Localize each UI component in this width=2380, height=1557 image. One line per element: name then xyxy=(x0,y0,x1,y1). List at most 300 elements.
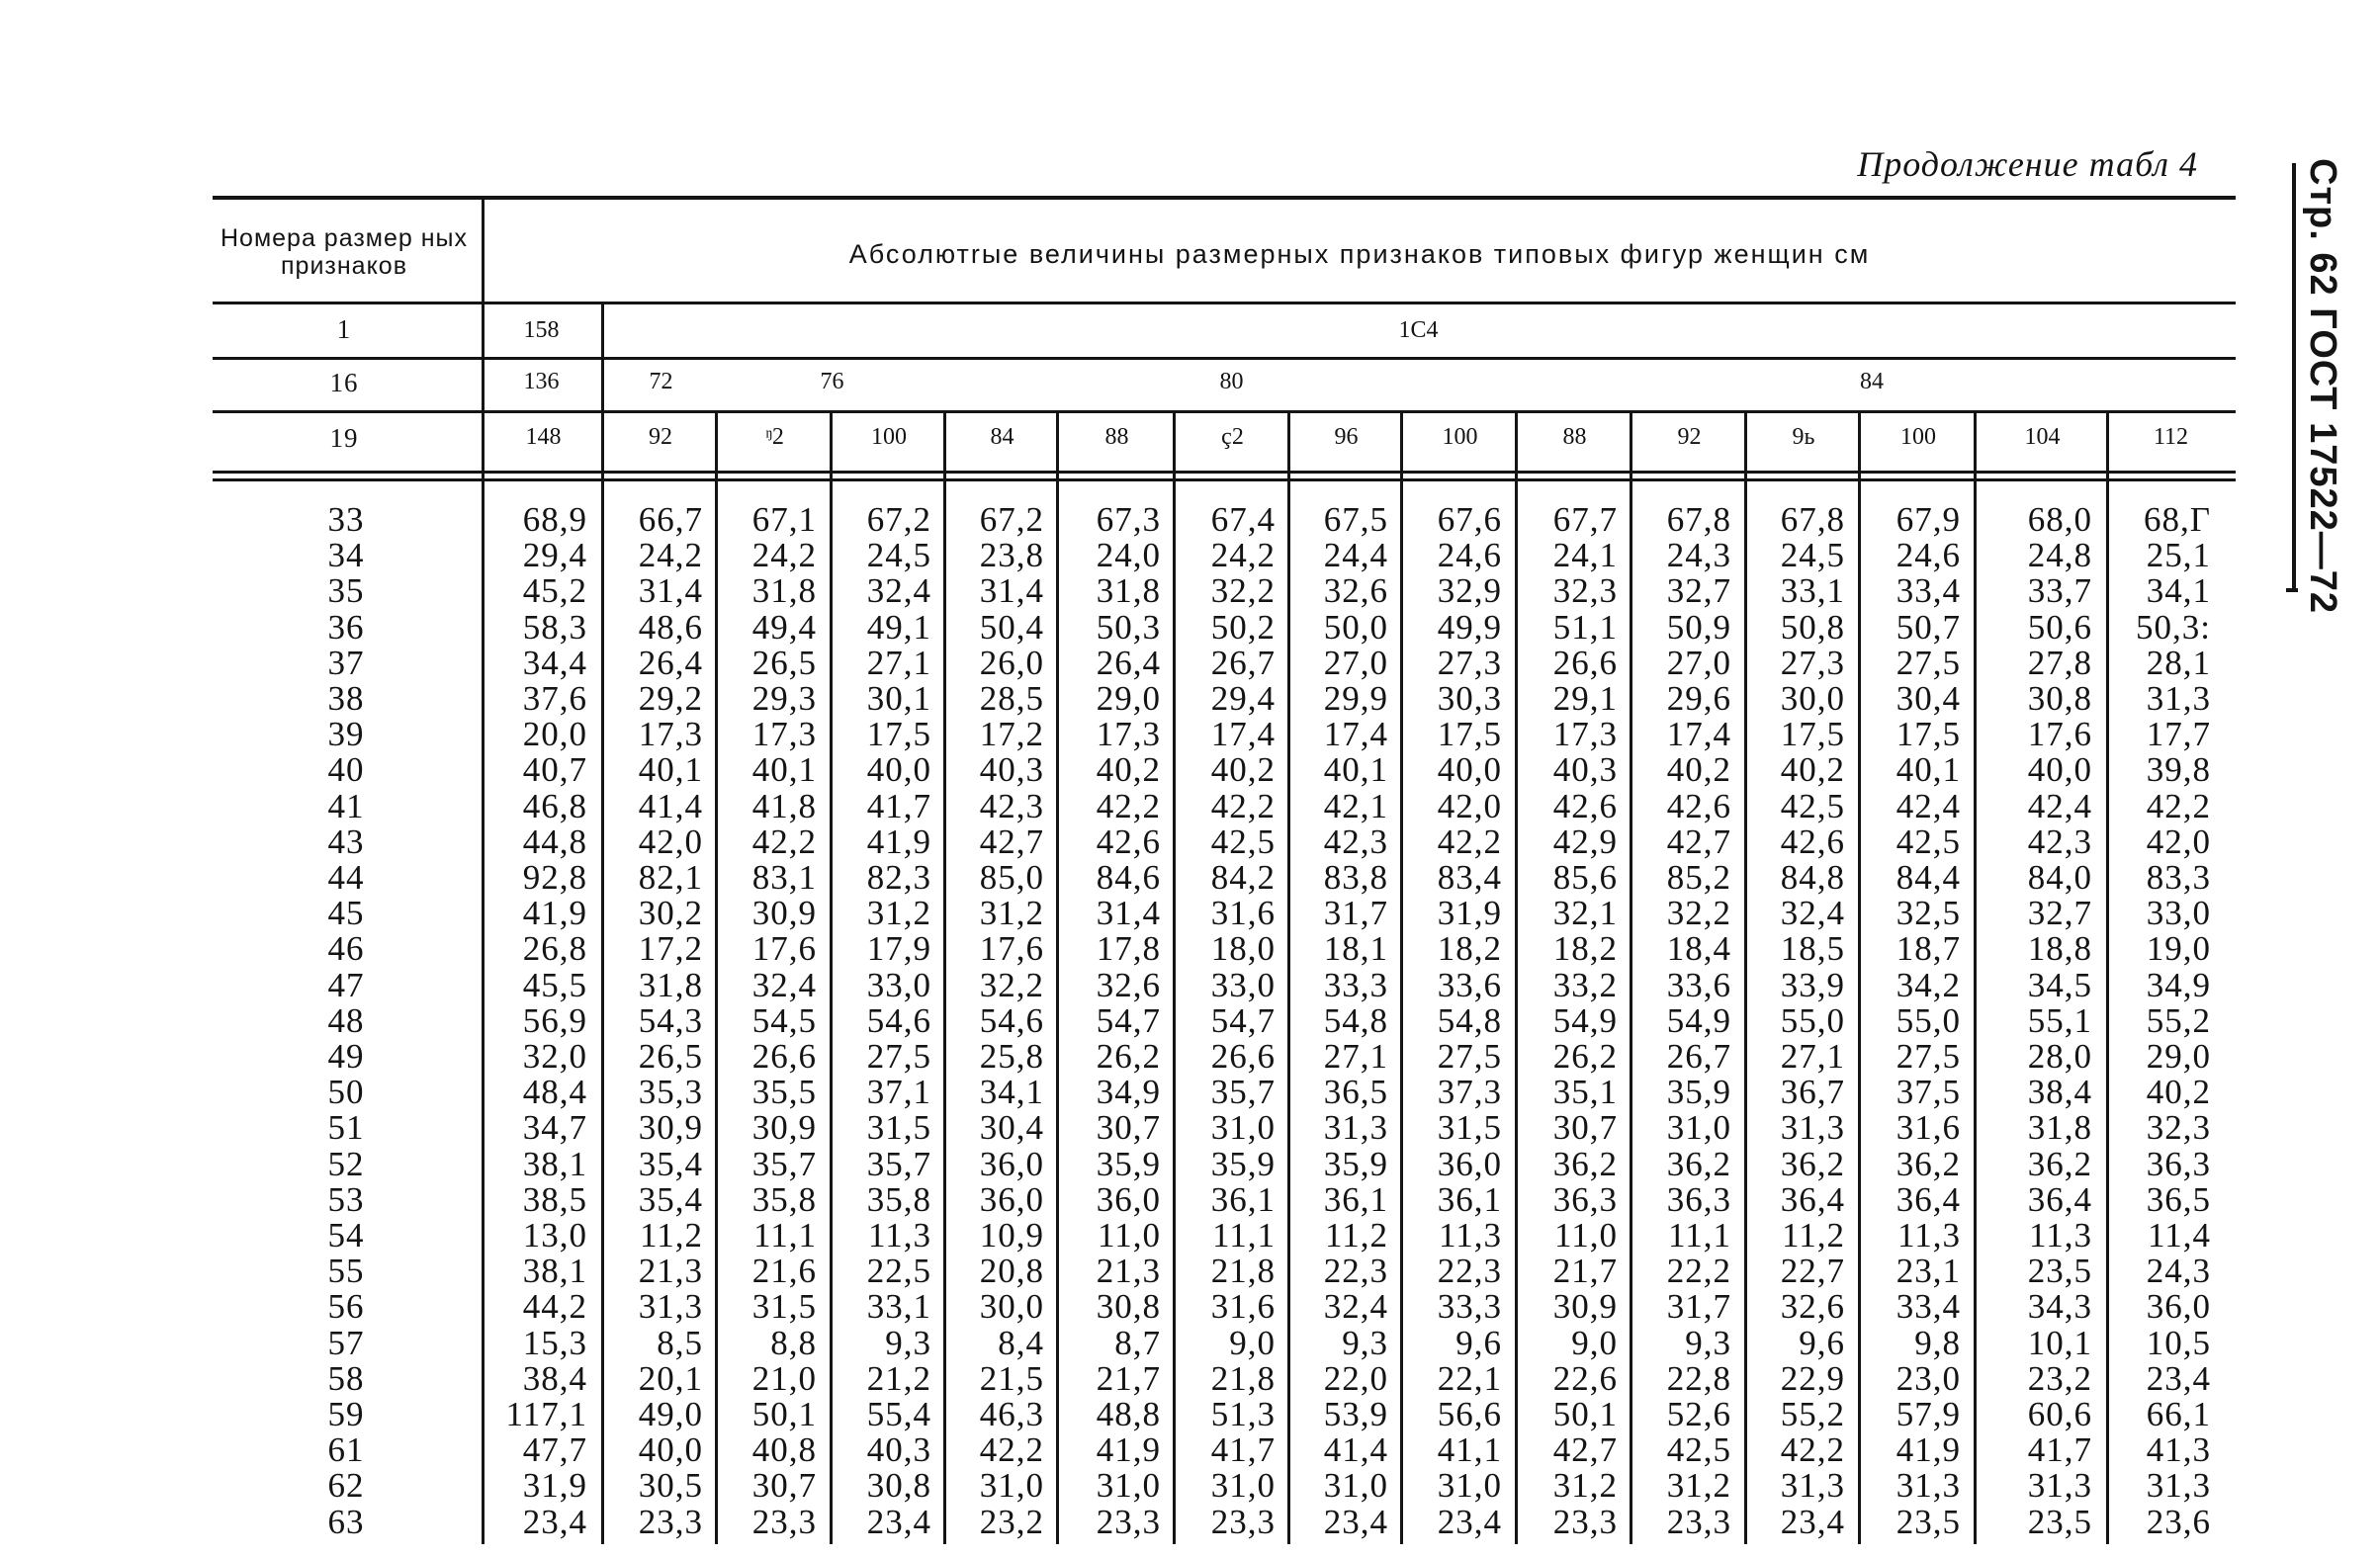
table-row xyxy=(0,1289,2274,1325)
table-cell: 83,1 xyxy=(751,858,817,897)
table-cell: 29,1 xyxy=(1552,679,1618,718)
table-cell: 32,4 xyxy=(866,571,931,611)
table-cell: 31,5 xyxy=(866,1108,931,1148)
table-row xyxy=(0,896,2274,931)
table-cell: 18,0 xyxy=(1210,929,1276,969)
table-cell: 27,5 xyxy=(1895,643,1961,682)
table-row xyxy=(0,573,2274,609)
table-cell: 30,5 xyxy=(638,1466,703,1506)
table-cell: 51,1 xyxy=(1552,607,1618,647)
table-cell: 30,7 xyxy=(751,1466,817,1506)
table-cell: 31,3 xyxy=(2027,1466,2092,1506)
table-cell: 42,2 xyxy=(1210,786,1276,825)
table-cell: 35,4 xyxy=(638,1179,703,1219)
table-cell: 32,2 xyxy=(979,965,1044,1004)
table-cell: 84,8 xyxy=(1780,858,1845,897)
table-cell: 50,3 xyxy=(1096,607,1161,647)
table-cell: 30,4 xyxy=(979,1108,1044,1148)
table-cell: 23,2 xyxy=(2027,1358,2092,1398)
table-cell: 50,6 xyxy=(2027,607,2092,647)
row-feature-number: 50 xyxy=(327,1073,365,1112)
row-feature-number: 54 xyxy=(327,1216,365,1254)
table-cell: 49,1 xyxy=(866,607,931,647)
table-cell: 42,5 xyxy=(1895,822,1961,861)
row1-value-158: 158 xyxy=(523,317,560,343)
table-row xyxy=(0,931,2274,967)
table-cell: 22,8 xyxy=(1666,1358,1731,1398)
table-cell: 36,3 xyxy=(2146,1144,2211,1183)
table-cell: 30,9 xyxy=(1552,1287,1618,1327)
table-cell: 11,1 xyxy=(1668,1216,1731,1254)
table-cell: 48,6 xyxy=(638,607,703,647)
table-row xyxy=(0,643,2274,682)
table-cell: 35,9 xyxy=(1666,1073,1731,1112)
table-cell: 82,3 xyxy=(866,858,931,897)
table-cell: 85,6 xyxy=(1552,858,1618,897)
table-cell: 50,4 xyxy=(979,607,1044,647)
table-cell: 23,3 xyxy=(1210,1502,1276,1541)
table-cell: 11,2 xyxy=(640,1216,703,1254)
table-cell: 31,3 xyxy=(2146,679,2211,718)
table-cell: 31,4 xyxy=(979,571,1044,611)
table-cell: 26,6 xyxy=(1210,1037,1276,1076)
table-cell: 48,8 xyxy=(1096,1395,1161,1433)
table-cell: 30,4 xyxy=(1895,679,1961,718)
table-cell: 27,3 xyxy=(1437,643,1502,682)
table-cell: 42,2 xyxy=(751,822,817,861)
table-cell: 26,5 xyxy=(751,643,817,682)
table-row xyxy=(0,824,2274,860)
table-cell: 31,6 xyxy=(1895,1108,1961,1148)
table-cell: 67,1 xyxy=(751,500,817,539)
table-cell: 23,4 xyxy=(866,1502,931,1541)
table-cell: 30,7 xyxy=(1096,1108,1161,1148)
row19-value: 92 xyxy=(1677,424,1702,450)
table-cell: 42,7 xyxy=(1552,1430,1618,1470)
table-cell: 8,8 xyxy=(770,1323,817,1362)
table-cell: 23,5 xyxy=(1895,1502,1961,1541)
table-cell: 24,5 xyxy=(1780,536,1845,575)
table-cell: 36,0 xyxy=(1096,1179,1161,1219)
table-cell: 30,9 xyxy=(751,894,817,933)
table-cell: 33,7 xyxy=(2027,571,2092,611)
table-cell: 40,2 xyxy=(1780,750,1845,790)
table-cell: 9,3 xyxy=(885,1323,931,1362)
table-cell: 40,8 xyxy=(751,1430,817,1470)
table-cell: 35,7 xyxy=(751,1144,817,1183)
table-cell: 31,0 xyxy=(1096,1466,1161,1506)
table-cell: 85,2 xyxy=(1666,858,1731,897)
table-cell: 24,1 xyxy=(1552,536,1618,575)
table-cell: 21,5 xyxy=(979,1358,1044,1398)
table-cell: 67,8 xyxy=(1666,500,1731,539)
table-cell: 11,2 xyxy=(1782,1216,1845,1254)
table-cell: 31,5 xyxy=(751,1287,817,1327)
table-cell: 54,7 xyxy=(1096,1000,1161,1040)
table-cell: 40,2 xyxy=(2146,1073,2211,1112)
row19-value: 100 xyxy=(1442,424,1478,450)
row-feature-number: 59 xyxy=(327,1395,365,1433)
table-cell: 33,1 xyxy=(1780,571,1845,611)
table-cell: 11,3 xyxy=(1897,1216,1961,1254)
table-cell: 17,6 xyxy=(979,929,1044,969)
table-cell: 29,2 xyxy=(638,679,703,718)
table-cell: 55,0 xyxy=(1780,1000,1845,1040)
table-cell: 28,5 xyxy=(979,679,1044,718)
table-cell: 117,1 xyxy=(505,1395,587,1433)
table-cell: 24,2 xyxy=(638,536,703,575)
table-cell: 31,0 xyxy=(1437,1466,1502,1506)
table-cell: 38,4 xyxy=(2027,1073,2092,1112)
table-cell: 38,1 xyxy=(522,1252,587,1291)
table-cell: 27,8 xyxy=(2027,643,2092,682)
table-cell: 42,6 xyxy=(1666,786,1731,825)
table-row xyxy=(0,607,2274,647)
table-cell: 24,6 xyxy=(1895,536,1961,575)
table-cell: 28,1 xyxy=(2146,643,2211,682)
table-cell: 11,0 xyxy=(1098,1216,1161,1254)
table-cell: 30,8 xyxy=(2027,679,2092,718)
table-cell: 22,2 xyxy=(1666,1252,1731,1291)
table-cell: 23,4 xyxy=(522,1502,587,1541)
table-cell: 30,0 xyxy=(1780,679,1845,718)
table-cell: 33,4 xyxy=(1895,1287,1961,1327)
table-cell: 17,5 xyxy=(1780,715,1845,754)
table-cell: 35,5 xyxy=(751,1073,817,1112)
table-cell: 9,0 xyxy=(1571,1323,1618,1362)
table-cell: 22,1 xyxy=(1437,1358,1502,1398)
table-cell: 42,6 xyxy=(1096,822,1161,861)
table-cell: 21,7 xyxy=(1096,1358,1161,1398)
table-cell: 26,6 xyxy=(751,1037,817,1076)
table-cell: 36,2 xyxy=(1666,1144,1731,1183)
table-cell: 11,3 xyxy=(1439,1216,1502,1254)
table-cell: 24,3 xyxy=(1666,536,1731,575)
table-cell: 17,4 xyxy=(1323,715,1388,754)
table-cell: 67,5 xyxy=(1323,500,1388,539)
table-cell: 35,4 xyxy=(638,1144,703,1183)
table-cell: 22,7 xyxy=(1780,1252,1845,1291)
table-cell: 32,4 xyxy=(1780,894,1845,933)
table-cell: 23,3 xyxy=(1666,1502,1731,1541)
row19-value: 96 xyxy=(1334,424,1359,450)
row-feature-number: 41 xyxy=(327,786,365,825)
row-feature-number: 33 xyxy=(327,500,365,539)
table-cell: 9,0 xyxy=(1229,1323,1276,1362)
table-row xyxy=(0,502,2274,538)
table-cell: 35,8 xyxy=(751,1179,817,1219)
table-cell: 21,8 xyxy=(1210,1252,1276,1291)
table-cell: 24,5 xyxy=(866,536,931,575)
table-cell: 27,5 xyxy=(1437,1037,1502,1076)
table-cell: 9,3 xyxy=(1685,1323,1731,1362)
table-cell: 18,8 xyxy=(2027,929,2092,969)
table-row xyxy=(0,538,2274,573)
table-cell: 15,3 xyxy=(522,1323,587,1362)
table-cell: 23,1 xyxy=(1895,1252,1961,1291)
table-cell: 41,7 xyxy=(1210,1430,1276,1470)
table-cell: 31,8 xyxy=(751,571,817,611)
table-cell: 35,3 xyxy=(638,1073,703,1112)
table-row xyxy=(0,752,2274,788)
table-row xyxy=(0,1218,2274,1254)
table-cell: 42,5 xyxy=(1210,822,1276,861)
table-cell: 36,4 xyxy=(2027,1179,2092,1219)
table-cell: 42,2 xyxy=(1780,1430,1845,1470)
row-feature-number: 48 xyxy=(327,1000,365,1040)
table-row xyxy=(0,717,2274,752)
table-cell: 21,0 xyxy=(751,1358,817,1398)
table-cell: 33,3 xyxy=(1323,965,1388,1004)
table-cell: 41,9 xyxy=(866,822,931,861)
table-cell: 84,4 xyxy=(1895,858,1961,897)
row19-value: 104 xyxy=(2024,424,2061,450)
table-cell: 29,6 xyxy=(1666,679,1731,718)
table-cell: 37,6 xyxy=(522,679,587,718)
table-cell: 50,1 xyxy=(751,1395,817,1433)
table-cell: 30,8 xyxy=(1096,1287,1161,1327)
table-cell: 41,4 xyxy=(638,786,703,825)
table-row xyxy=(0,1358,2274,1398)
table-cell: 46,8 xyxy=(522,786,587,825)
table-cell: 50,1 xyxy=(1552,1395,1618,1433)
table-cell: 24,4 xyxy=(1323,536,1388,575)
table-cell: 68,Г xyxy=(2144,500,2211,539)
table-cell: 33,0 xyxy=(866,965,931,1004)
table-cell: 40,1 xyxy=(1895,750,1961,790)
row1-label: 1 xyxy=(336,314,352,344)
table-cell: 40,3 xyxy=(1552,750,1618,790)
table-row xyxy=(0,1179,2274,1219)
table-cell: 41,7 xyxy=(866,786,931,825)
table-cell: 31,9 xyxy=(522,1466,587,1506)
side-page-label: Стр. 62 ГОСТ 17522—72 xyxy=(2302,158,2343,615)
table-cell: 36,0 xyxy=(1437,1144,1502,1183)
table-cell: 67,4 xyxy=(1210,500,1276,539)
row16-group-underline xyxy=(947,410,1524,413)
table-cell: 17,6 xyxy=(751,929,817,969)
table-cell: 47,7 xyxy=(522,1430,587,1470)
table-cell: 54,8 xyxy=(1323,1000,1388,1040)
table-cell: 92,8 xyxy=(522,858,587,897)
table-cell: 24,8 xyxy=(2027,536,2092,575)
table-cell: 42,0 xyxy=(2146,822,2211,861)
table-cell: 23,3 xyxy=(1096,1502,1161,1541)
table-cell: 31,4 xyxy=(1096,894,1161,933)
table-cell: 38,4 xyxy=(522,1358,587,1398)
table-cell: 26,0 xyxy=(979,643,1044,682)
table-cell: 30,7 xyxy=(1552,1108,1618,1148)
table-cell: 40,0 xyxy=(866,750,931,790)
table-row xyxy=(0,965,2274,1004)
table-cell: 41,9 xyxy=(522,894,587,933)
table-cell: 31,3 xyxy=(1895,1466,1961,1506)
table-cell: 40,3 xyxy=(979,750,1044,790)
table-cell: 26,2 xyxy=(1552,1037,1618,1076)
table-cell: 42,2 xyxy=(979,1430,1044,1470)
table-cell: 35,1 xyxy=(1552,1073,1618,1112)
table-row xyxy=(0,1039,2274,1075)
table-cell: 22,6 xyxy=(1552,1358,1618,1398)
table-cell: 41,7 xyxy=(2027,1430,2092,1470)
header-bottom-rule-a xyxy=(213,471,2236,474)
row-feature-number: 36 xyxy=(327,607,365,647)
table-row xyxy=(0,860,2274,896)
table-cell: 32,0 xyxy=(522,1037,587,1076)
table-cell: 17,3 xyxy=(751,715,817,754)
table-cell: 27,1 xyxy=(1780,1037,1845,1076)
table-cell: 22,9 xyxy=(1780,1358,1845,1398)
table-cell: 31,9 xyxy=(1437,894,1502,933)
table-cell: 67,9 xyxy=(1895,500,1961,539)
table-cell: 40,2 xyxy=(1096,750,1161,790)
table-cell: 54,9 xyxy=(1552,1000,1618,1040)
table-cell: 36,1 xyxy=(1210,1179,1276,1219)
row-feature-number: 49 xyxy=(327,1037,365,1076)
table-cell: 52,6 xyxy=(1666,1395,1731,1433)
table-cell: 8,5 xyxy=(657,1323,703,1362)
table-cell: 44,8 xyxy=(522,822,587,861)
table-cell: 17,2 xyxy=(638,929,703,969)
table-cell: 46,3 xyxy=(979,1395,1044,1433)
table-cell: 30,9 xyxy=(751,1108,817,1148)
row16-group-76: 76 xyxy=(820,369,844,394)
table-cell: 26,7 xyxy=(1666,1037,1731,1076)
row19-label: 19 xyxy=(329,423,359,453)
table-cell: 29,9 xyxy=(1323,679,1388,718)
table-cell: 45,2 xyxy=(522,571,587,611)
table-cell: 31,7 xyxy=(1323,894,1388,933)
table-cell: 36,5 xyxy=(2146,1179,2211,1219)
table-cell: 26,7 xyxy=(1210,643,1276,682)
table-row xyxy=(0,1323,2274,1362)
table-cell: 32,1 xyxy=(1552,894,1618,933)
row1-value-104: 1С4 xyxy=(1398,317,1439,343)
table-cell: 13,0 xyxy=(522,1216,587,1254)
table-cell: 11,2 xyxy=(1325,1216,1388,1254)
row-feature-number: 39 xyxy=(327,715,365,754)
table-cell: 40,0 xyxy=(1437,750,1502,790)
table-cell: 17,9 xyxy=(866,929,931,969)
table-cell: 41,1 xyxy=(1437,1430,1502,1470)
row19-value: 148 xyxy=(525,424,562,450)
table-cell: 58,3 xyxy=(522,607,587,647)
table-cell: 31,3 xyxy=(1323,1108,1388,1148)
table-cell: 29,4 xyxy=(1210,679,1276,718)
table-row xyxy=(0,1075,2274,1110)
table-row xyxy=(0,1397,2274,1432)
table-cell: 42,5 xyxy=(1666,1430,1731,1470)
table-cell: 85,0 xyxy=(979,858,1044,897)
table-cell: 17,6 xyxy=(2027,715,2092,754)
table-cell: 18,5 xyxy=(1780,929,1845,969)
row19-value: 88 xyxy=(1104,424,1129,450)
table-cell: 41,9 xyxy=(1895,1430,1961,1470)
table-cell: 33,0 xyxy=(1210,965,1276,1004)
table-cell: 32,5 xyxy=(1895,894,1961,933)
table-cell: 34,4 xyxy=(522,643,587,682)
table-cell: 23,3 xyxy=(751,1502,817,1541)
row-feature-number: 46 xyxy=(327,929,365,969)
table-cell: 42,0 xyxy=(1437,786,1502,825)
table-cell: 27,0 xyxy=(1323,643,1388,682)
table-cell: 17,5 xyxy=(866,715,931,754)
table-cell: 50,2 xyxy=(1210,607,1276,647)
table-cell: 17,4 xyxy=(1666,715,1731,754)
row-feature-number: 61 xyxy=(327,1430,365,1470)
table-cell: 22,3 xyxy=(1323,1252,1388,1291)
table-cell: 30,8 xyxy=(866,1466,931,1506)
table-cell: 23,4 xyxy=(1323,1502,1388,1541)
table-cell: 17,5 xyxy=(1895,715,1961,754)
table-cell: 30,9 xyxy=(638,1108,703,1148)
table-cell: 45,5 xyxy=(522,965,587,1004)
row-feature-number: 35 xyxy=(327,571,365,611)
table-cell: 8,7 xyxy=(1114,1323,1161,1362)
row-feature-number: 53 xyxy=(327,1179,365,1219)
table-row xyxy=(0,1502,2274,1541)
table-cell: 39,8 xyxy=(2146,750,2211,790)
table-cell: 29,0 xyxy=(2146,1037,2211,1076)
table-cell: 67,8 xyxy=(1780,500,1845,539)
table-cell: 42,3 xyxy=(979,786,1044,825)
table-cell: 29,0 xyxy=(1096,679,1161,718)
table-cell: 17,2 xyxy=(979,715,1044,754)
table-cell: 35,7 xyxy=(1210,1073,1276,1112)
table-cell: 9,8 xyxy=(1914,1323,1961,1362)
table-cell: 33,2 xyxy=(1552,965,1618,1004)
table-cell: 10,5 xyxy=(2146,1323,2211,1362)
table-cell: 21,3 xyxy=(1096,1252,1161,1291)
row16-group-72: 72 xyxy=(649,369,673,394)
table-cell: 36,0 xyxy=(979,1179,1044,1219)
table-row xyxy=(0,1254,2274,1289)
table-cell: 55,2 xyxy=(1780,1395,1845,1433)
row16-value-136: 136 xyxy=(523,369,560,394)
table-cell: 50,8 xyxy=(1780,607,1845,647)
table-cell: 9,6 xyxy=(1455,1323,1502,1362)
table-cell: 27,0 xyxy=(1666,643,1731,682)
table-cell: 32,7 xyxy=(1666,571,1731,611)
table-cell: 40,2 xyxy=(1666,750,1731,790)
table-cell: 32,7 xyxy=(2027,894,2092,933)
table-cell: 30,0 xyxy=(979,1287,1044,1327)
table-cell: 41,9 xyxy=(1096,1430,1161,1470)
table-cell: 50,9 xyxy=(1666,607,1731,647)
table-cell: 40,1 xyxy=(638,750,703,790)
table-cell: 36,2 xyxy=(1895,1144,1961,1183)
table-cell: 31,6 xyxy=(1210,894,1276,933)
table-cell: 17,7 xyxy=(2146,715,2211,754)
table-cell: 26,4 xyxy=(1096,643,1161,682)
row19-value: 100 xyxy=(1900,424,1936,450)
table-cell: 42,0 xyxy=(638,822,703,861)
table-cell: 33,4 xyxy=(1895,571,1961,611)
header-col-label: Номера размер ных признаков xyxy=(220,224,468,280)
table-cell: 36,3 xyxy=(1666,1179,1731,1219)
table-cell: 31,8 xyxy=(1096,571,1161,611)
table-cell: 32,2 xyxy=(1666,894,1731,933)
table-cell: 36,4 xyxy=(1895,1179,1961,1219)
table-cell: 17,8 xyxy=(1096,929,1161,969)
table-cell: 25,1 xyxy=(2146,536,2211,575)
row-feature-number: 57 xyxy=(327,1323,365,1362)
row16-group-underline xyxy=(1519,410,2233,413)
table-cell: 23,4 xyxy=(1437,1502,1502,1541)
table-row xyxy=(0,1000,2274,1040)
table-cell: 38,1 xyxy=(522,1144,587,1183)
table-cell: 31,0 xyxy=(1210,1466,1276,1506)
